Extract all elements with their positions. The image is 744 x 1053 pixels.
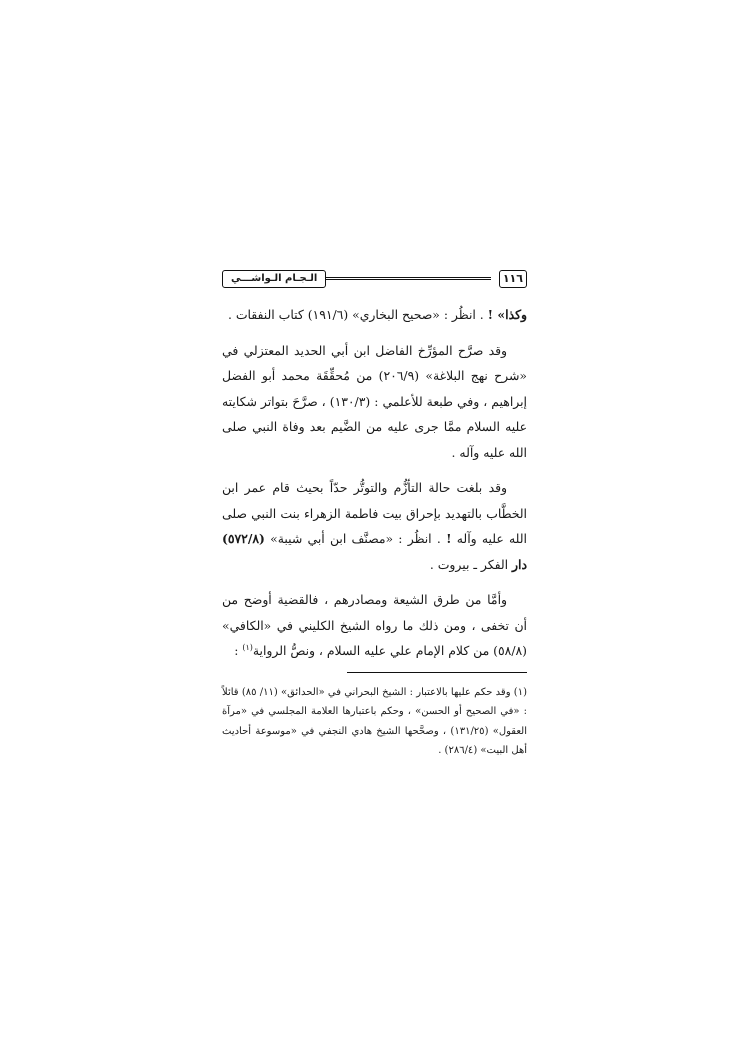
body-text [222, 302, 527, 664]
paragraph-3-citation: (٥٧٢/٨) دار [222, 531, 527, 572]
footnotes [222, 683, 527, 761]
page-header [222, 268, 527, 290]
paragraph-1-text: . انظُر : «صحيح البخاري» (١٩١/٦) كتاب النفقات . [227, 307, 484, 322]
book-page [222, 268, 527, 761]
paragraph-3-text-b: . انظُر : «مصنَّف ابن أبي شيبة» [270, 531, 441, 546]
paragraph-3-exclamation: ! [446, 531, 452, 546]
running-title: الـجـام الـواشـــي [222, 270, 326, 288]
footnote-separator [347, 672, 527, 673]
page-number: ١١٦ [499, 270, 527, 288]
paragraph-4 [222, 587, 527, 664]
paragraph-1-bold: وكذا» ! [487, 307, 527, 322]
paragraph-4-text: وأمَّا من طرق الشيعة ومصادرهم ، فالقضية أوضح من أن تخفى ، ومن ذلك ما رواه الشيخ الكليني في «الكافي» (٥٨/٨) من كلام الإمام علي عليه السلام ، ونصُّ الرواية [222, 592, 527, 658]
paragraph-3-text-a: وقد بلغت حالة التأزُّم والتوتُّر حدّاً بحيث قام عمر ابن الخطَّاب بالتهديد بإحراق بيت فاطمة الزهراء بنت النبي صلى الله عليه وآله [222, 480, 527, 546]
paragraph-4-end: : [234, 643, 243, 658]
paragraph-2: وقد صرَّح المؤرِّخ الفاضل ابن أبي الحديد المعتزلي في «شرح نهج البلاغة» (٢٠٦/٩) من مُحقِّقَة محمد أبو الفضل إبراهيم ، وفي طبعة للأعلمي : (١٣٠/٣) ، صرَّحَ بتواتر شكايته عليه السلام ممَّا جرى عليه من الضَّيم بعد وفاة النبي صلى الله عليه وآله . [222, 342, 527, 460]
paragraph-1 [222, 302, 527, 328]
paragraph-3-text-c: الفكر ـ بيروت . [429, 556, 509, 572]
header-rule [320, 277, 491, 280]
paragraph-3 [222, 475, 527, 577]
footnote-reference[interactable]: (١) [242, 642, 253, 652]
footnote-1: (١) وقد حكم عليها بالاعتبار : الشيخ البحراني في «الحدائق» (١١/ ٨٥) قائلاً : «في الصحيح أو الحسن» ، وحكم باعتبارها العلامة المجلسي في «مرآة العقول» (١٣١/٢٥) ، وصحَّحها الشيخ هادي النجفي في «موسوعة أحاديث أهل البيت» (٢٨٦/٤) . [222, 686, 527, 756]
